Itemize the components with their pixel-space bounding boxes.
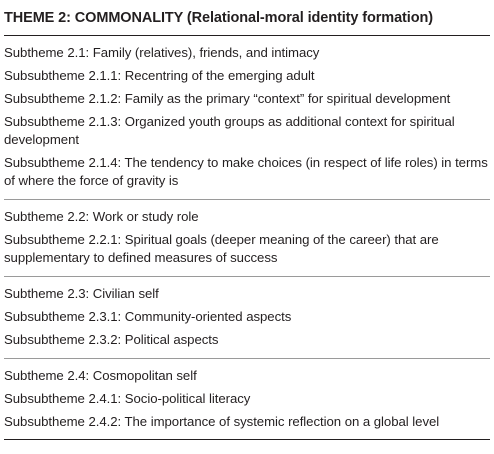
subtheme-2-1: Subtheme 2.1: Family (relatives), friends, and intimacy xyxy=(4,45,320,60)
subsubtheme-2-4-2: Subsubtheme 2.4.2: The importance of systemic reflection on a global level xyxy=(4,414,440,429)
subsubtheme-2-1-4: Subsubtheme 2.1.4: The tendency to make choices (in respect of life roles) in terms of where the force of gravity is xyxy=(4,155,488,188)
subtheme-group-2-1 xyxy=(4,36,490,200)
subtheme-2-2: Subtheme 2.2: Work or study role xyxy=(4,209,199,224)
subsubtheme-2-4-1: Subsubtheme 2.4.1: Socio-political literacy xyxy=(4,391,251,406)
subsubtheme-2-2-1: Subsubtheme 2.2.1: Spiritual goals (deeper meaning of the career) that are supplementary to defined measures of success xyxy=(4,232,439,265)
subsubtheme-2-1-2: Subsubtheme 2.1.2: Family as the primary “context” for spiritual development xyxy=(4,91,451,106)
subtheme-group-2-2 xyxy=(4,200,490,277)
subsubtheme-2-3-2: Subsubtheme 2.3.2: Political aspects xyxy=(4,332,219,347)
table-title: THEME 2: COMMONALITY (Relational-moral identity formation) xyxy=(4,9,433,26)
table-header-row xyxy=(4,0,490,36)
subsubtheme-2-1-1: Subsubtheme 2.1.1: Recentring of the emerging adult xyxy=(4,68,315,83)
subtheme-2-4: Subtheme 2.4: Cosmopolitan self xyxy=(4,368,197,383)
subtheme-group-2-3 xyxy=(4,277,490,359)
subtheme-2-3: Subtheme 2.3: Civilian self xyxy=(4,286,159,301)
subtheme-group-2-4 xyxy=(4,359,490,440)
subsubtheme-2-3-1: Subsubtheme 2.3.1: Community-oriented aspects xyxy=(4,309,292,324)
subsubtheme-2-1-3: Subsubtheme 2.1.3: Organized youth groups as additional context for spiritual development xyxy=(4,114,455,147)
